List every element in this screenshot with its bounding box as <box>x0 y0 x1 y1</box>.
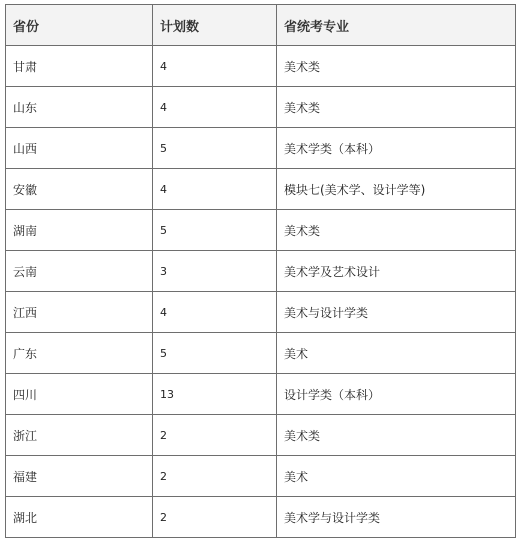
exam-major-cell: 美术学与设计学类 <box>277 497 516 538</box>
exam-major-cell: 模块七(美术学、设计学等) <box>277 169 516 210</box>
plan-count-cell: 2 <box>153 456 277 497</box>
province-cell: 广东 <box>6 333 153 374</box>
province-cell: 四川 <box>6 374 153 415</box>
table-row <box>6 169 516 210</box>
plan-count-cell: 2 <box>153 497 277 538</box>
plan-count-cell: 4 <box>153 292 277 333</box>
plan-count-cell: 4 <box>153 87 277 128</box>
exam-major-cell: 美术类 <box>277 87 516 128</box>
column-header-province: 省份 <box>6 5 153 46</box>
column-header-exam-major: 省统考专业 <box>277 5 516 46</box>
province-cell: 浙江 <box>6 415 153 456</box>
exam-major-cell: 美术 <box>277 456 516 497</box>
enrollment-plan-table-container <box>5 4 516 538</box>
exam-major-cell: 美术学类（本科） <box>277 128 516 169</box>
exam-major-cell: 美术与设计学类 <box>277 292 516 333</box>
table-row <box>6 210 516 251</box>
exam-major-cell: 美术类 <box>277 210 516 251</box>
plan-count-cell: 13 <box>153 374 277 415</box>
province-cell: 安徽 <box>6 169 153 210</box>
exam-major-cell: 美术 <box>277 333 516 374</box>
plan-count-cell: 3 <box>153 251 277 292</box>
plan-count-cell: 4 <box>153 46 277 87</box>
table-row <box>6 251 516 292</box>
province-cell: 湖北 <box>6 497 153 538</box>
province-cell: 福建 <box>6 456 153 497</box>
table-header-row <box>6 5 516 46</box>
province-cell: 湖南 <box>6 210 153 251</box>
exam-major-cell: 设计学类（本科） <box>277 374 516 415</box>
table-row <box>6 415 516 456</box>
table-row <box>6 497 516 538</box>
table-row <box>6 333 516 374</box>
column-header-plan-count: 计划数 <box>153 5 277 46</box>
plan-count-cell: 5 <box>153 333 277 374</box>
plan-count-cell: 2 <box>153 415 277 456</box>
table-row <box>6 456 516 497</box>
exam-major-cell: 美术类 <box>277 46 516 87</box>
table-row <box>6 292 516 333</box>
table-row <box>6 46 516 87</box>
province-cell: 江西 <box>6 292 153 333</box>
province-cell: 云南 <box>6 251 153 292</box>
province-cell: 山东 <box>6 87 153 128</box>
plan-count-cell: 5 <box>153 128 277 169</box>
table-row <box>6 87 516 128</box>
enrollment-plan-table <box>5 4 516 538</box>
table-row <box>6 128 516 169</box>
exam-major-cell: 美术学及艺术设计 <box>277 251 516 292</box>
exam-major-cell: 美术类 <box>277 415 516 456</box>
table-row <box>6 374 516 415</box>
province-cell: 甘肃 <box>6 46 153 87</box>
plan-count-cell: 5 <box>153 210 277 251</box>
plan-count-cell: 4 <box>153 169 277 210</box>
province-cell: 山西 <box>6 128 153 169</box>
